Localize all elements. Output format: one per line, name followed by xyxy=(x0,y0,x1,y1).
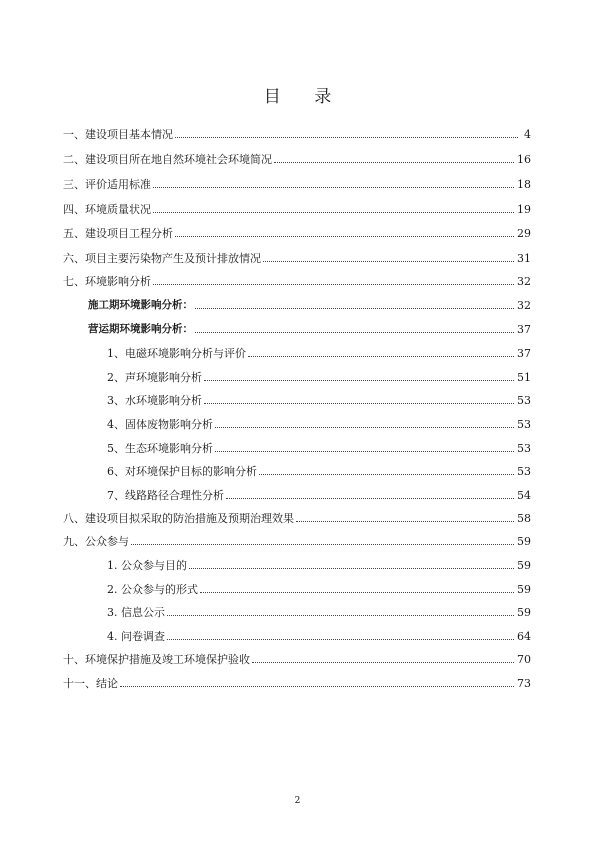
toc-leader-dots xyxy=(153,284,514,285)
toc-leader-dots xyxy=(215,451,514,452)
toc-entry-page: 73 xyxy=(517,677,531,690)
toc-entry-page: 53 xyxy=(517,465,531,478)
toc-entry-page: 18 xyxy=(517,178,531,191)
toc-entry[interactable] xyxy=(63,532,531,548)
toc-entry-page: 31 xyxy=(517,252,531,265)
toc-leader-dots xyxy=(120,686,514,687)
toc-entry[interactable] xyxy=(88,320,531,336)
toc-entry-label: 营运期环境影响分析： xyxy=(88,323,193,335)
toc-entry[interactable] xyxy=(107,344,531,360)
toc-entry-label: 十、环境保护措施及竣工环境保护验收 xyxy=(63,653,250,666)
toc-entry-label: 5、生态环境影响分析 xyxy=(107,442,213,455)
toc-entry[interactable] xyxy=(63,249,531,265)
toc-entry-page: 59 xyxy=(517,606,531,619)
toc-entry-label: 2、声环境影响分析 xyxy=(107,371,202,384)
toc-entry-label: 4. 问卷调查 xyxy=(107,630,165,643)
toc-leader-dots xyxy=(248,356,514,357)
toc-entry[interactable] xyxy=(107,368,531,384)
toc-entry-label: 四、环境质量状况 xyxy=(63,203,151,216)
toc-entry-page: 32 xyxy=(517,299,531,312)
toc-entry-page: 59 xyxy=(517,583,531,596)
toc-entry[interactable] xyxy=(63,200,531,216)
toc-entry[interactable] xyxy=(63,175,531,191)
toc-leader-dots xyxy=(204,380,514,381)
toc-entry-label: 施工期环境影响分析： xyxy=(88,299,193,311)
toc-leader-dots xyxy=(252,662,514,663)
toc-entry[interactable] xyxy=(107,415,531,431)
toc-entry[interactable] xyxy=(63,272,531,288)
toc-entry-label: 九、公众参与 xyxy=(63,535,129,548)
toc-entry-page: 37 xyxy=(517,347,531,360)
toc-entry-page: 37 xyxy=(517,323,531,336)
page-number: 2 xyxy=(294,796,301,806)
toc-entry[interactable] xyxy=(63,224,531,240)
toc-leader-dots xyxy=(189,568,514,569)
toc-entry-label: 二、建设项目所在地自然环境社会环境简况 xyxy=(63,153,272,166)
toc-leader-dots xyxy=(131,544,514,545)
toc-entry-page: 53 xyxy=(517,442,531,455)
toc-entry[interactable] xyxy=(107,486,531,502)
toc-entry-label: 一、建设项目基本情况 xyxy=(63,128,173,141)
toc-entry-page: 64 xyxy=(517,630,531,643)
toc-entry[interactable] xyxy=(63,650,531,666)
toc-leader-dots xyxy=(167,615,514,616)
toc-entry[interactable] xyxy=(107,603,531,619)
toc-entry-page: 58 xyxy=(517,512,531,525)
toc-leader-dots xyxy=(175,236,514,237)
toc-leader-dots xyxy=(167,639,514,640)
toc-entry[interactable] xyxy=(107,391,531,407)
toc-leader-dots xyxy=(215,427,514,428)
toc-leader-dots xyxy=(204,403,514,404)
toc-leader-dots xyxy=(296,521,514,522)
toc-entry-page: 16 xyxy=(517,153,531,166)
toc-entry-page: 53 xyxy=(517,394,531,407)
toc-entry-label: 七、环境影响分析 xyxy=(63,275,151,288)
toc-entry[interactable] xyxy=(63,125,531,141)
toc-entry[interactable] xyxy=(63,674,531,690)
toc-entry-label: 3. 信息公示 xyxy=(107,606,165,619)
toc-entry[interactable] xyxy=(63,150,531,166)
page-title: 目 录 xyxy=(263,87,346,107)
toc-entry[interactable] xyxy=(63,509,531,525)
toc-entry-page: 53 xyxy=(517,418,531,431)
toc-entry-label: 7、线路路径合理性分析 xyxy=(107,489,224,502)
toc-leader-dots xyxy=(153,212,514,213)
toc-leader-dots xyxy=(274,162,514,163)
toc-entry-page: 51 xyxy=(517,371,531,384)
toc-entry-label: 三、评价适用标准 xyxy=(63,178,151,191)
toc-leader-dots xyxy=(259,474,514,475)
toc-entry-page: 29 xyxy=(517,227,531,240)
toc-entry-label: 6、对环境保护目标的影响分析 xyxy=(107,465,257,478)
toc-entry-page: 19 xyxy=(517,203,531,216)
toc-entry-page: 4 xyxy=(524,128,531,141)
toc-entry-page: 32 xyxy=(517,275,531,288)
toc-entry-label: 1、电磁环境影响分析与评价 xyxy=(107,347,246,360)
toc-leader-dots xyxy=(195,308,514,309)
toc-entry-label: 五、建设项目工程分析 xyxy=(63,227,173,240)
toc-entry-page: 59 xyxy=(517,559,531,572)
toc-leader-dots xyxy=(226,498,514,499)
toc-leader-dots xyxy=(195,332,514,333)
toc-entry[interactable] xyxy=(107,556,531,572)
toc-entry-label: 八、建设项目拟采取的防治措施及预期治理效果 xyxy=(63,512,294,525)
toc-entry-label: 1. 公众参与目的 xyxy=(107,559,187,572)
toc-leader-dots xyxy=(200,592,514,593)
toc-entry-label: 2. 公众参与的形式 xyxy=(107,583,198,596)
toc-entry-label: 4、固体废物影响分析 xyxy=(107,418,213,431)
toc-entry[interactable] xyxy=(107,462,531,478)
toc-leader-dots xyxy=(175,137,518,138)
toc-entry[interactable] xyxy=(107,580,531,596)
toc-leader-dots xyxy=(153,187,514,188)
toc-entry-label: 3、水环境影响分析 xyxy=(107,394,202,407)
toc-entry[interactable] xyxy=(107,439,531,455)
toc-entry[interactable] xyxy=(107,627,531,643)
toc-leader-dots xyxy=(263,261,514,262)
toc-entry[interactable] xyxy=(88,296,531,312)
toc-entry-label: 十一、结论 xyxy=(63,677,118,690)
toc-entry-page: 70 xyxy=(517,653,531,666)
toc-entry-page: 59 xyxy=(517,535,531,548)
toc-entry-label: 六、项目主要污染物产生及预计排放情况 xyxy=(63,252,261,265)
toc-entry-page: 54 xyxy=(517,489,531,502)
